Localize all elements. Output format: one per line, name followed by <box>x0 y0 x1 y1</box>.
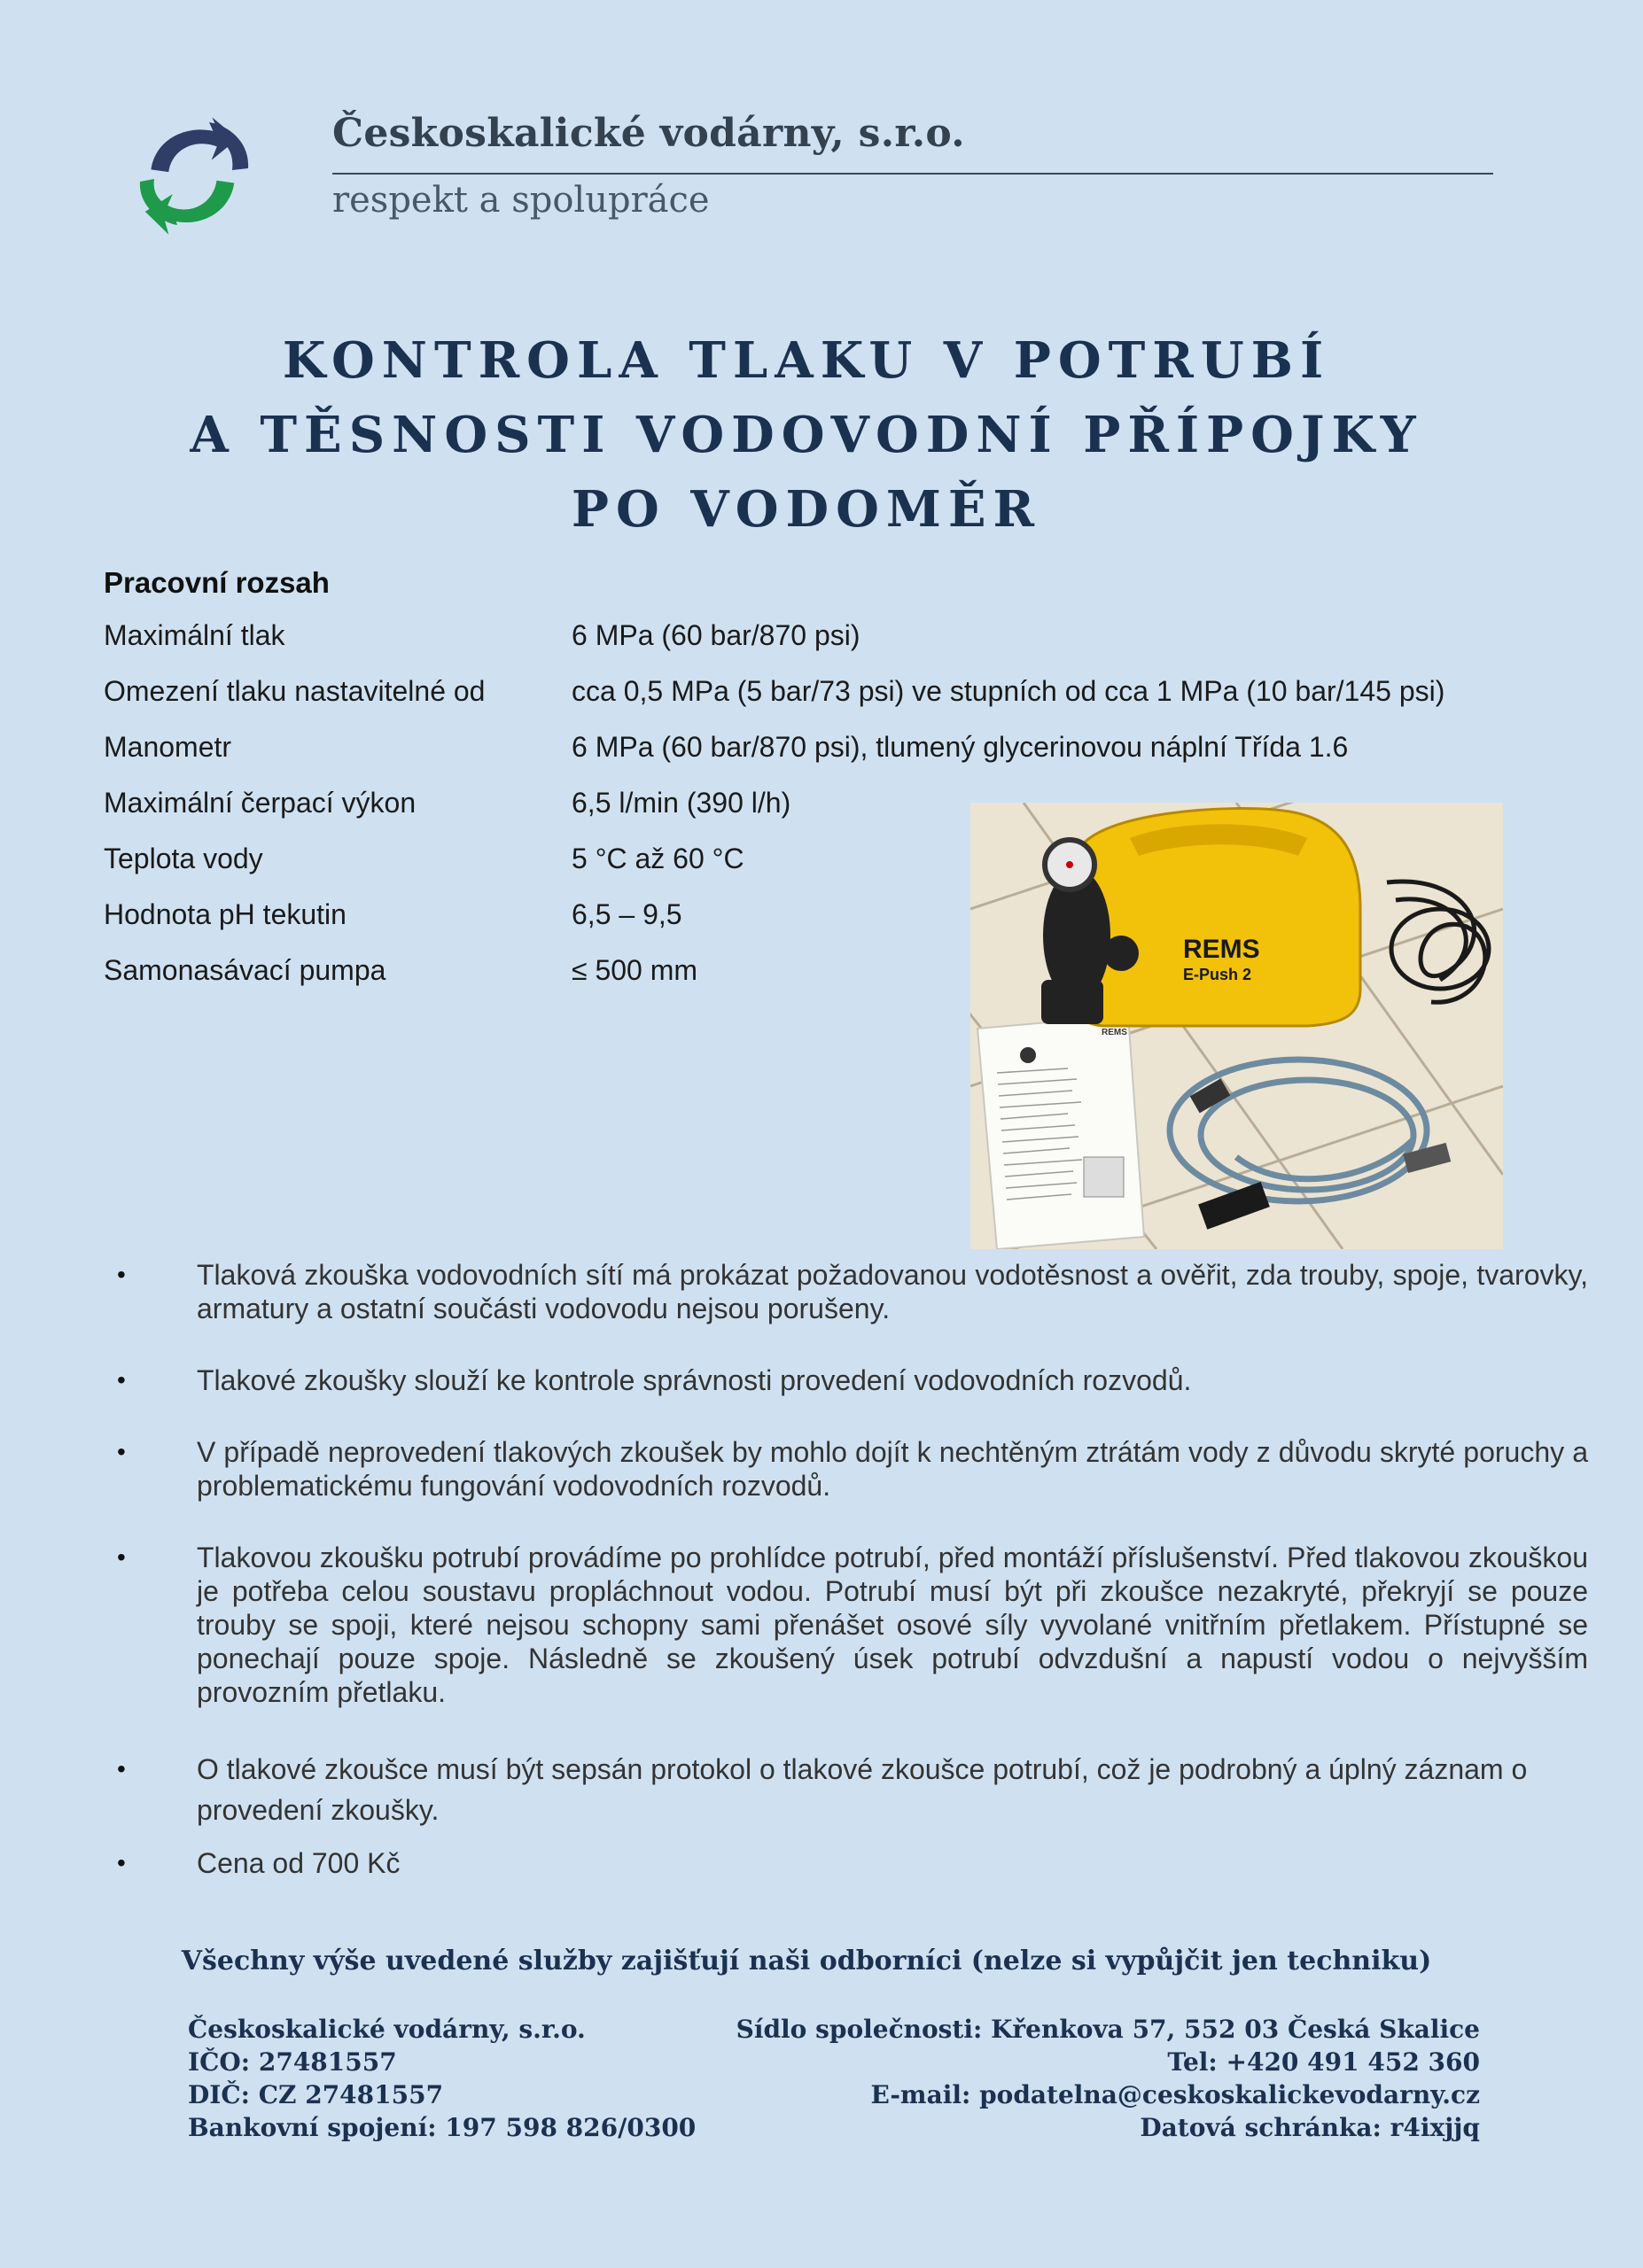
spec-label: Manometr <box>104 731 232 763</box>
list-item-text: Tlakovou zkoušku potrubí provádíme po prohlídce potrubí, před montáží příslušenství. Před tlakovou zkouškou je potřeba celou soustavu propláchnout vodou. Potrubí musí být při zkoušce nezakryté, překryjí se pouze trouby se spoji, které nejsou schopny sami přenášet osové síly vyvolané vnitřním přetlakem. Přístupné se ponechají pouze spoje. Následně se zkoušený úsek potrubí odvzdušní a napustí vodou o nejvyšším provozním přetlaku. <box>197 1542 1588 1708</box>
spec-label: Hodnota pH tekutin <box>104 898 347 930</box>
manual-brand-label: REMS <box>1102 1028 1127 1037</box>
spec-row <box>104 664 1610 719</box>
list-item-text: Cena od 700 Kč <box>197 1847 401 1879</box>
pump-brand-label: REMS <box>1183 935 1260 964</box>
pump-body <box>1041 809 1360 1026</box>
list-item-text: V případě neprovedení tlakových zkoušek by mohlo dojít k nechtěným ztrátám vody z důvodu skryté poruchy a problematickému fungování vodovodních rozvodů. <box>197 1436 1588 1502</box>
footer-company-name: Českoskalické vodárny, s.r.o. <box>188 2015 586 2044</box>
footer-email: E-mail: podatelna@ceskoskalickevodarny.cz <box>870 2080 1480 2109</box>
title-line-1: KONTROLA TLAKU V POTRUBÍ <box>282 331 1331 390</box>
pump-model-label: E-Push 2 <box>1183 966 1252 983</box>
spec-label: Maximální čerpací výkon <box>104 787 417 819</box>
footer-note: Všechny výše uvedené služby zajišťují naši odborníci (nelze si vypůjčit jen techniku) <box>181 1946 1432 1977</box>
footer-ico: IČO: 27481557 <box>188 2047 397 2077</box>
title-line-3: PO VODOMĚR <box>571 480 1042 539</box>
recycle-arrows-icon <box>115 97 270 252</box>
spec-label: Maximální tlak <box>104 619 285 651</box>
bullet-symbol: • <box>117 1543 126 1571</box>
pump-photo-illustration <box>970 803 1503 1249</box>
header <box>115 93 1498 252</box>
bullet-symbol: • <box>117 1261 126 1288</box>
bullet-symbol: • <box>117 1438 126 1465</box>
pump-photo <box>970 803 1503 1249</box>
spec-value: cca 0,5 MPa (5 bar/73 psi) ve stupních od cca 1 MPa (10 bar/145 psi) <box>572 675 1445 707</box>
footer-company-info <box>188 2013 696 2144</box>
footer-bank: Bankovní spojení: 197 598 826/0300 <box>188 2113 697 2142</box>
bullet-symbol: • <box>117 1366 126 1394</box>
company-slogan: respekt a spolupráce <box>332 180 710 221</box>
list-item-text: Tlakové zkoušky slouží ke kontrole správnosti provedení vodovodních rozvodů. <box>197 1364 1192 1396</box>
bullet-symbol: • <box>117 1849 126 1876</box>
footer-dic: DIČ: CZ 27481557 <box>188 2080 444 2109</box>
specs-heading: Pracovní rozsah <box>104 566 330 599</box>
spec-row <box>104 608 1610 664</box>
spec-value: 6 MPa (60 bar/870 psi) <box>572 619 860 651</box>
footer-contact-info <box>709 2013 1480 2144</box>
spec-value: 5 °C až 60 °C <box>572 843 744 874</box>
footer-phone: Tel: +420 491 452 360 <box>1167 2047 1480 2077</box>
title-line-2: A TĚSNOSTI VODOVODNÍ PŘÍPOJKY <box>190 406 1423 464</box>
spec-value: 6,5 – 9,5 <box>572 898 682 930</box>
manual-booklet <box>977 1015 1144 1249</box>
list-item <box>106 1846 1588 1880</box>
footer-address: Sídlo společnosti: Křenkova 57, 552 03 Česká Skalice <box>736 2015 1480 2044</box>
spec-label: Omezení tlaku nastavitelné od <box>104 675 486 707</box>
list-item-text: Tlaková zkouška vodovodních sítí má prokázat požadovanou vodotěsnost a ověřit, zda trouby, spoje, tvarovky, armatury a ostatní součásti vodovodu nejsou porušeny. <box>197 1259 1588 1324</box>
page-title <box>0 323 1613 547</box>
list-item <box>106 1435 1588 1503</box>
spec-value: ≤ 500 mm <box>572 954 698 986</box>
company-name: Českoskalické vodárny, s.r.o. <box>332 111 965 156</box>
spec-label: Samonasávací pumpa <box>104 954 386 986</box>
list-item <box>106 1258 1588 1325</box>
spec-value: 6,5 l/min (390 l/h) <box>572 787 791 819</box>
footer-data-box: Datová schránka: r4ixjjq <box>1140 2113 1480 2142</box>
list-item <box>106 1541 1588 1709</box>
bullet-symbol: • <box>117 1755 126 1783</box>
spec-value: 6 MPa (60 bar/870 psi), tlumený glycerinovou náplní Třída 1.6 <box>572 731 1349 763</box>
spec-label: Teplota vody <box>104 843 263 874</box>
list-item <box>106 1363 1588 1397</box>
list-item <box>106 1749 1588 1830</box>
spec-row <box>104 719 1610 775</box>
bullet-list <box>106 1258 1588 1880</box>
list-item-text: O tlakové zkoušce musí být sepsán protokol o tlakové zkoušce potrubí, což je podrobný a úplný záznam o provedení zkoušky. <box>197 1753 1528 1826</box>
header-divider <box>332 173 1493 175</box>
